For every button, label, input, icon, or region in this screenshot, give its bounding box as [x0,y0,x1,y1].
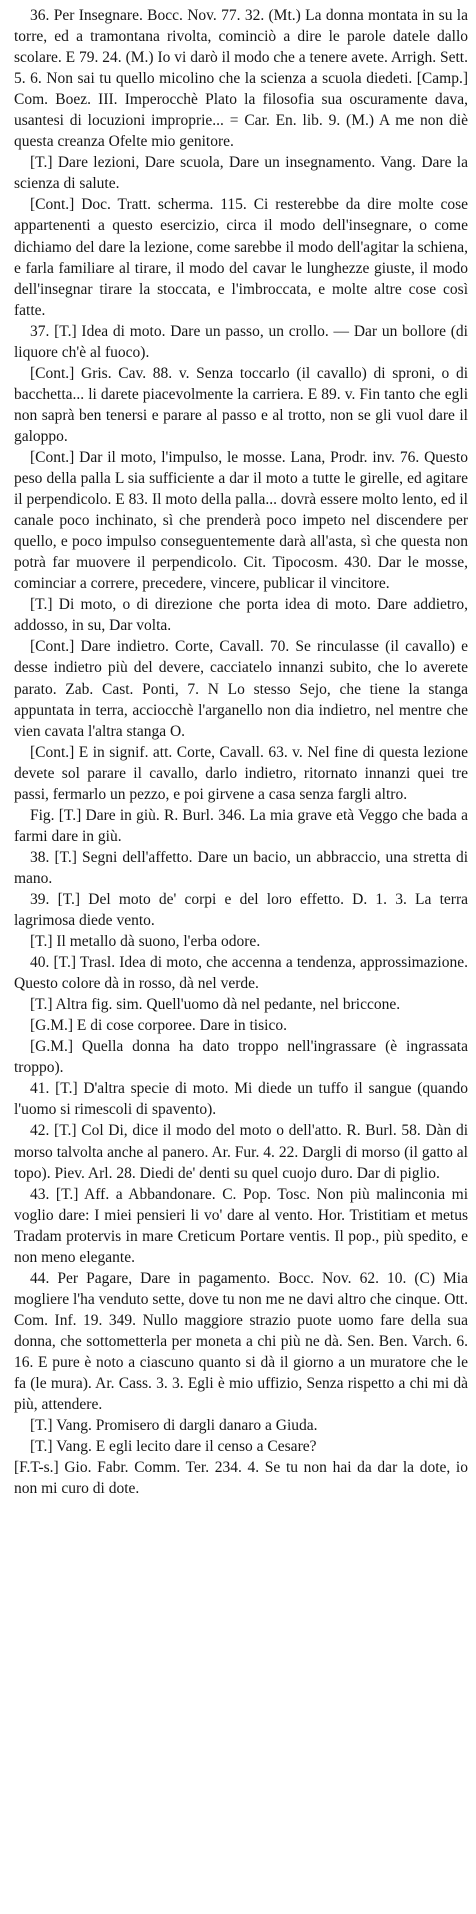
dictionary-paragraph: 36. Per Insegnare. Bocc. Nov. 77. 32. (Mt.) La donna montata in su la torre, ed a tramontana rivolta, cominciò a dire le parole datele dallo scolare. E 79. 24. (M.) Io vi darò il modo che a tenere avete. Arrigh. Sett. 5. 6. Non sai tu quello micolino che la scienza a scuola diedeti. [Camp.] Com. Boez. III. Imperocchè Plato la filosofia sua oscuramente dava, usantesi di locuzioni improprie... = Car. En. lib. 9. (M.) A me non diè questa creanza Ofelte mio genitore. [14,7,468,151]
dictionary-paragraph: [T.] Vang. Promisero di dargli danaro a Giuda. [30,1417,318,1435]
dictionary-paragraph: 44. Per Pagare, Dare in pagamento. Bocc. Nov. 62. 10. (C) Mia mogliere l'ha venduto sette, dove tu non me ne davi altro che cinque. Ott. Com. Inf. 19. 349. Nullo maggiore strazio puote uomo fare della sua donna, che sottometterla per moneta a chi più ne dà. Sen. Ben. Varch. 6. 16. E pure è noto a ciascuno quanto si dà il giorno a un muratore che le fa (le mura). Ar. Cass. 3. 3. Egli è mio uffizio, Senza rispetto a chi mi dà più, attendere. [14,1269,468,1414]
dictionary-paragraph: 38. [T.] Segni dell'affetto. Dare un bacio, un abbraccio, una stretta di mano. [14,848,468,887]
dictionary-paragraph: 40. [T.] Trasl. Idea di moto, che accenna a tendenza, approssimazione. Questo colore dà in rosso, dà nel verde. [14,954,468,993]
dictionary-paragraph: 37. [T.] Idea di moto. Dare un passo, un crollo. — Dar un bollore (di liquore ch'è al fuoco). [14,322,468,361]
dictionary-paragraph: [Cont.] E in signif. att. Corte, Cavall. 63. v. Nel fine di questa lezione devete sol parare il cavallo, darlo indietro, ritornato innanzi quei tre passi, fermarlo un pezzo, e poi girvene a casa senza fargli altro. [14,743,468,803]
dictionary-paragraph: [G.M.] E di cose corporee. Dare in tisico. [30,1017,287,1035]
dictionary-paragraph: [G.M.] Quella donna ha dato troppo nell'ingrassare (è ingrassata troppo). [14,1038,468,1077]
dictionary-paragraph: [Cont.] Dare indietro. Corte, Cavall. 70. Se rinculasse (il cavallo) e desse indietro più del devere, cacciatelo innanzi subito, che lo averete parato. Zab. Cast. Ponti, 7. N Lo stesso Sejo, che tiene la stanga appuntata in terra, acciocchè l'arganello non dia indietro, nel mentre che vien cavata l'altra stanga O. [14,638,468,740]
dictionary-paragraph: [T.] Vang. E egli lecito dare il censo a Cesare? [30,1438,317,1456]
dictionary-paragraph: [Cont.] Dar il moto, l'impulso, le mosse. Lana, Prodr. inv. 76. Questo peso della palla L sia sufficiente a dar il moto a tutte le girelle, ed agitare il perpendicolo. E 83. Il moto della palla... dovrà essere molto lento, ed il canale poco inchinato, sì che prenderà poco impeto nel discendere per quello, e poco impulso conseguentemente darà all'asta, sì che questa non potrà far muovere il perpendicolo. Cit. Tipocosm. 430. Dar le mosse, cominciar a correre, precedere, vincere, publicar il vincitore. [14,448,468,593]
dictionary-paragraph: [Cont.] Gris. Cav. 88. v. Senza toccarlo (il cavallo) di sproni, o di bacchetta... li darete piacevolmente la carriera. E 89. v. Fin tanto che egli non saprà ben tenersi e parare al passo e al trotto, non se gli vuol dare il galoppo. [14,364,468,445]
dictionary-paragraph: [F.T-s.] Gio. Fabr. Comm. Ter. 234. 4. Se tu non hai da dar la dote, io non mi curo di dote. [14,1459,468,1498]
dictionary-paragraph: 43. [T.] Aff. a Abbandonare. C. Pop. Tosc. Non più malinconia mi voglio dare: I miei pensieri li vo' dare al vento. Hor. Tristitiam et metus Tradam protervis in mare Creticum Portare ventis. Il pop., più spedito, e non meno elegante. [14,1185,468,1266]
dictionary-paragraph: [T.] Di moto, o di direzione che porta idea di moto. Dare addietro, addosso, in su, Dar volta. [14,596,468,635]
dictionary-paragraph: 39. [T.] Del moto de' corpi e del loro effetto. D. 1. 3. La terra lagrimosa diede vento. [14,890,468,930]
entry-column [14,5,468,1499]
dictionary-paragraph: 42. [T.] Col Di, dice il modo del moto o dell'atto. R. Burl. 58. Dàn di morso talvolta anche al panero. Ar. Fur. 4. 22. Dargli di morso (il gatto al topo). Piev. Arl. 28. Diedi de' denti su quel cuojo duro. Dar di piglio. [14,1122,468,1182]
dictionary-paragraph: 41. [T.] D'altra specie di moto. Mi diede un tuffo il sangue (quando l'uomo si rimescoli di spavento). [14,1080,468,1119]
dictionary-paragraph: [T.] Il metallo dà suono, l'erba odore. [30,933,261,951]
dictionary-paragraph: [T.] Dare lezioni, Dare scuola, Dare un insegnamento. Vang. Dare la scienza di salute. [14,154,468,193]
dictionary-paragraph: Fig. [T.] Dare in giù. R. Burl. 346. La mia grave età Veggo che bada a farmi dare in giù. [14,806,468,845]
dictionary-paragraph: [Cont.] Doc. Tratt. scherma. 115. Ci resterebbe da dire molte cose appartenenti a questo esercizio, circa il modo dell'insegnare, o come dichiamo del dare la lezione, come sarebbe il modo dell'agitar la schiena, e farla familiare al tirare, il modo del cavar le lunghezze giuste, il modo dell'insegnar tirare la stoccata, e l'imbroccata, e molte altre cose così fatte. [14,196,468,319]
dictionary-paragraph: [T.] Altra fig. sim. Quell'uomo dà nel pedante, nel briccone. [30,996,401,1014]
